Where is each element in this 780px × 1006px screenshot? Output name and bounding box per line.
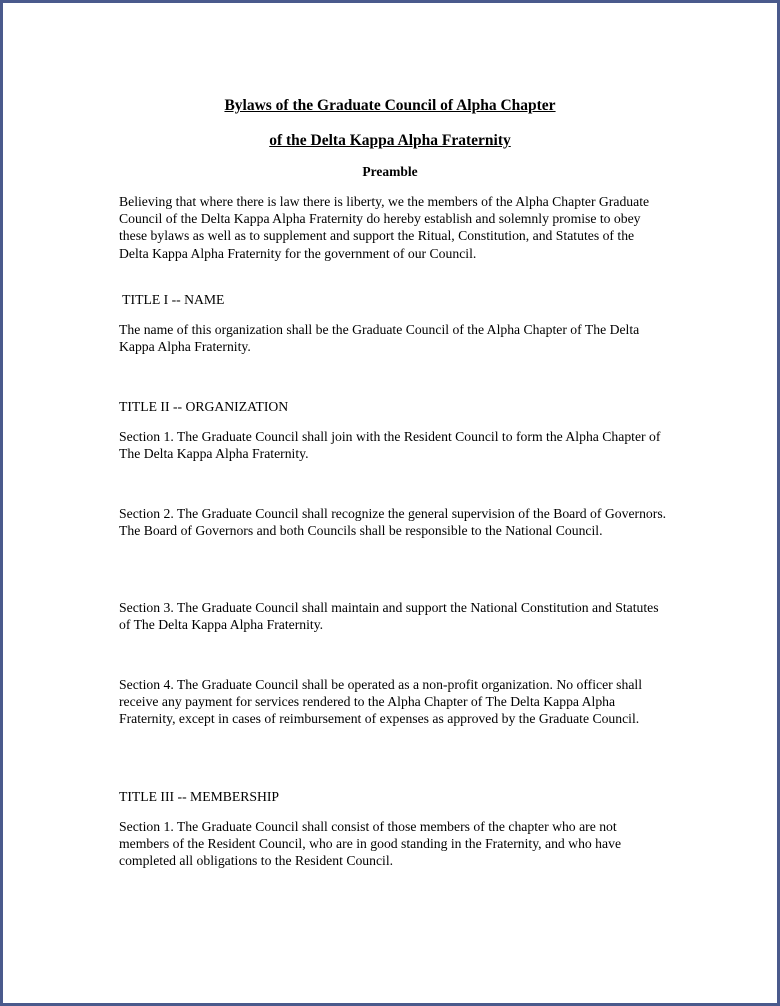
title-2-heading: TITLE II -- ORGANIZATION — [119, 399, 289, 414]
title-2-section-1: Section 1. The Graduate Council shall join with the Resident Council to form the Alpha Chapter of The Delta Kappa Alpha Fraternity. — [119, 429, 661, 462]
title-2-section-3: Section 3. The Graduate Council shall maintain and support the National Constitution and Statutes of The Delta Kappa Alpha Fraternity. — [119, 600, 659, 633]
document-title-line-1: Bylaws of the Graduate Council of Alpha Chapter — [224, 97, 556, 114]
preamble-text: Believing that where there is law there is liberty, we the members of the Alpha Chapter Graduate Council of the Delta Kappa Alpha Fraternity do hereby establish and solemnly promise to obey these bylaws as well as to supplement and support the Ritual, Constitution, and Statutes of the Delta Kappa Alpha Fraternity for the government of our Council. — [119, 194, 650, 261]
preamble-heading: Preamble — [362, 164, 418, 179]
title-3-section-1: Section 1. The Graduate Council shall consist of those members of the chapter who are not members of the Resident Council, who are in good standing in the Fraternity, and who have completed all obligations to the Resident Council. — [119, 819, 622, 869]
title-3-heading: TITLE III -- MEMBERSHIP — [119, 789, 280, 804]
title-1-text: The name of this organization shall be the Graduate Council of the Alpha Chapter of The Delta Kappa Alpha Fraternity. — [119, 322, 640, 355]
title-2-section-2: Section 2. The Graduate Council shall recognize the general supervision of the Board of Governors. The Board of Governors and both Councils shall be responsible to the National Council. — [119, 506, 667, 539]
title-1-heading: TITLE I -- NAME — [119, 292, 225, 307]
title-2-section-4: Section 4. The Graduate Council shall be operated as a non-profit organization. No officer shall receive any payment for services rendered to the Alpha Chapter of The Delta Kappa Alpha Fraternity, except in cases of reimbursement of expenses as approved by the Graduate Council. — [119, 677, 643, 727]
document-title-line-2: of the Delta Kappa Alpha Fraternity — [269, 132, 511, 149]
